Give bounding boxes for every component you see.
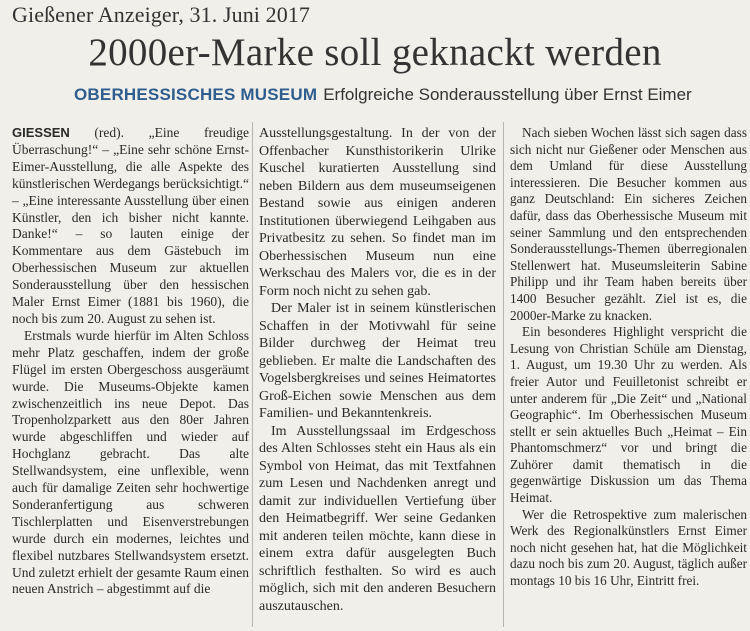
column-divider [503,122,504,627]
paragraph: Nach sieben Wochen lässt sich sagen dass sich nicht nur Gießener oder Menschen aus dem Umland für diese Ausstellung interessieren. Die Besucher kommen aus ganz Deutschland: Ein sicheres Zeichen dafür, dass das Oberhessische Museum mit seiner Sammlung und den entsprechenden Sonderausstellungs-Themen überregionalen Stellenwert hat. Museumsleiterin Sabine Philipp und ihr Team haben bereits über 1400 Besucher gezählt. Ziel ist es, die 2000er-Marke zu knacken. [510,125,747,323]
article-headline: 2000er-Marke soll geknackt werden [88,31,662,74]
paragraph [12,125,249,328]
paragraph-text: (red). „Eine freudige Überraschung!“ – „Eine sehr schöne Ernst-Eimer-Ausstellung, die alle Aspekte des künstlerischen Werdegangs berücksichtigt.“ – „Eine interessante Ausstellung über einen Künstler, den ich bisher nicht kannte. Danke!“ – so lauten einige der Kommentare aus dem Gästebuch im Oberhessischen Museum zur aktuellen Sonderausstellung über den hessischen Maler Ernst Eimer (1881 bis 1960), die noch bis zum 20. August zu sehen ist. [12,125,249,326]
paragraph: Ein besonderes Highlight verspricht die Lesung von Christian Schüle am Dienstag, 1. August, um 19.30 Uhr zu werden. Als freier Autor und Feuilletonist schreibt er unter anderem für „Die Zeit“ und „National Geographic“. Im Oberhessischen Museum stellt er sein aktuelles Buch „Heimat – Ein Phantomschmerz“ vor und bringt die Zuhörer damit thematisch in die gegenwärtige Diskussion um das Thema Heimat. [510,324,747,506]
article-subline [74,85,692,105]
article-column-1 [12,125,249,598]
paragraph: Wer die Retrospektive zum malerischen Werk des Regionalkünstlers Ernst Eimer noch nicht gesehen hat, hat die Möglichkeit dazu noch bis zum 20. August, täglich außer montags 10 bis 16 Uhr, Eintritt frei. [510,506,747,589]
dateline: GIESSEN [12,125,70,140]
paragraph: Ausstellungsgestaltung. In der von der Offenbacher Kunsthistorikerin Ulrike Kuschel kuratierten Ausstellung sind neben Bildern aus dem museumseigenen Bestand sowie aus einigen anderen Institutionen überwiegend Leihgaben aus Privatbesitz zu sehen. So findet man im Oberhessischen Museum nun eine Werkschau des Malers vor, die es in der Form noch nicht zu sehen gab. [259,126,496,299]
paragraph: Im Ausstellungssaal im Erdgeschoss des Alten Schlosses steht ein Haus als ein Symbol von Heimat, das mit Textfahnen zum Lesen und Nachdenken anregt und damit zur individuellen Vertiefung über den Heimatbegriff. Wer seine Gedanken mit anderen teilen möchte, kann diese in einem extra dafür ausgelegten Buch schriftlich festhalten. So wird es auch möglich, sich mit den anderen Besuchern auszutauschen. [259,423,496,614]
article-column-3 [510,125,747,590]
paragraph: Der Maler ist in seinem künstlerischen Schaffen in der Motivwahl für seine Bilder durchweg der Heimat treu geblieben. Er malte die Landschaften des Vogelsbergkreises und seines Heimatortes Groß-Eichen sowie Menschen aus dem Familien- und Bekanntenkreis. [259,301,496,421]
kicker-label: OBERHESSISCHES MUSEUM [74,85,318,104]
column-divider [252,122,253,627]
newspaper-source-line: Gießener Anzeiger, 31. Juni 2017 [12,2,311,27]
paragraph: Erstmals wurde hierfür im Alten Schloss mehr Platz geschaffen, indem der große Flügel im ersten Obergeschoss ausgeräumt wurde. Die Museums-Objekte kamen zwischenzeitlich ins neue Depot. Das Tropenholzparkett aus den 80er Jahren wurde abgeschliffen und wieder auf Hochglanz gebracht. Das alte Stellwandsystem, eine unflexible, wenn auch für damalige Zeiten sehr hochwertige Sonderanfertigung aus schweren Tischlerplatten und Eisenverstrebungen wurde durch ein modernes, leichtes und flexibel nutzbares Stellwandsystem ersetzt. Und zuletzt erhielt der gesamte Raum einen neuen Anstrich – abgestimmt auf die [12,327,249,597]
article-subtitle: Erfolgreiche Sonderausstellung über Ernst Eimer [323,85,692,104]
article-column-2 [259,125,496,615]
